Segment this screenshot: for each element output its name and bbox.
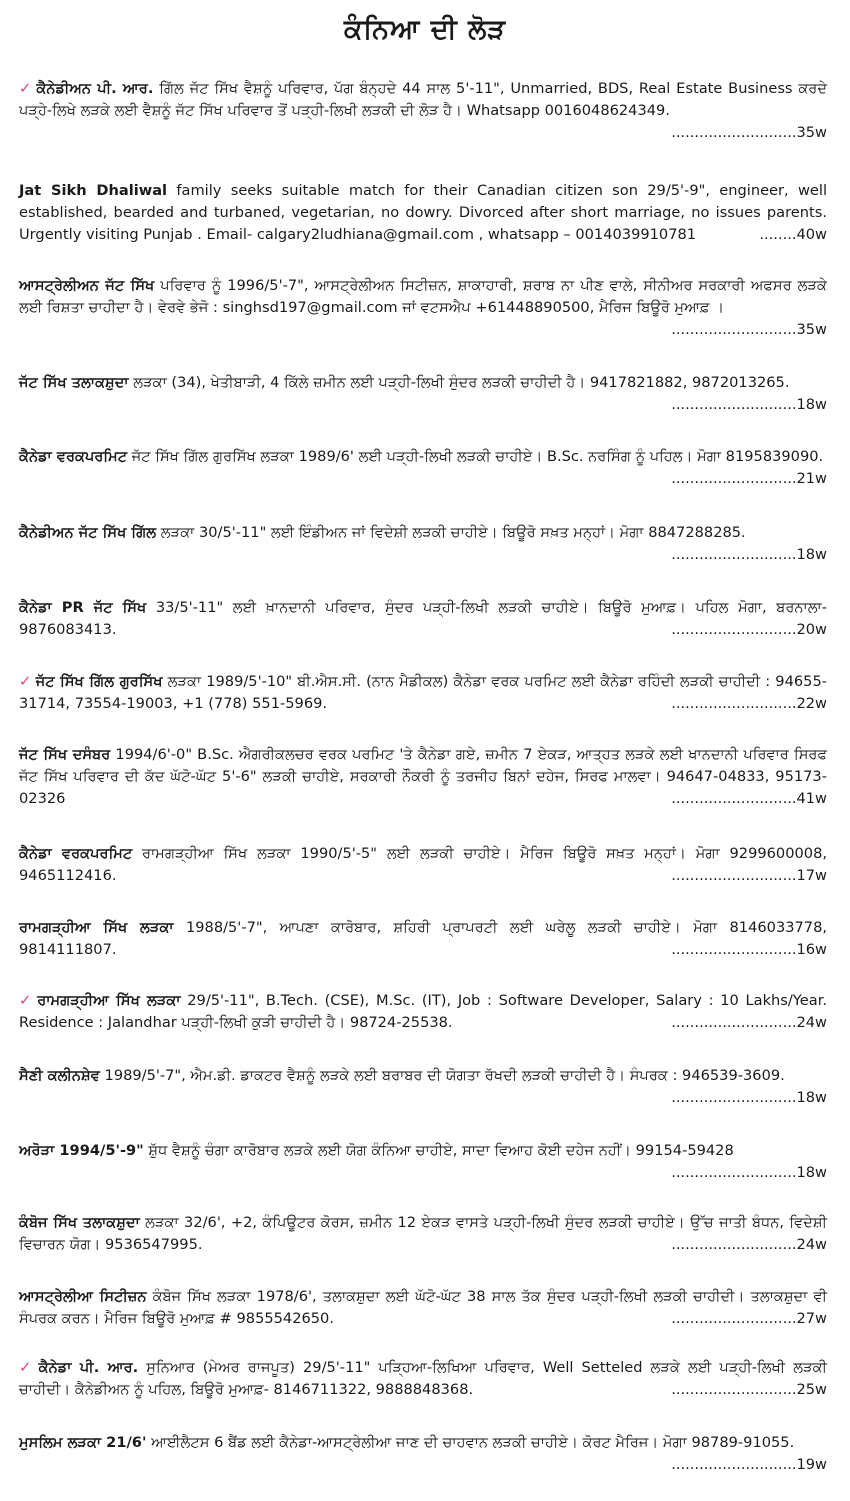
ad-lead: ਕੈਨੇਡੀਅਨ ਪੀ. ਆਰ. bbox=[36, 80, 154, 97]
ad-entry bbox=[19, 522, 827, 566]
ad-lead: ਕੈਨੇਡਾ ਵਰਕਪਰਮਿਟ bbox=[19, 448, 128, 465]
ad-ref: ...........................20w bbox=[671, 621, 827, 638]
check-icon: ✓ bbox=[19, 80, 33, 97]
ad-ref: ...........................18w bbox=[671, 546, 827, 563]
ad-body: ਆਈਲੈਟਸ 6 ਬੈਂਡ ਲਈ ਕੈਨੇਡਾ-ਆਸਟ੍ਰੇਲੀਆ ਜਾਣ ਦੀ ਚਾਹਵਾਨ ਲੜਕੀ ਚਾਹੀਏ। ਕੋਰਟ ਮੈਰਿਜ। ਮੋਗਾ 98789-91055. bbox=[151, 1434, 795, 1451]
ad-entry bbox=[19, 671, 827, 715]
ad-ref: ...........................24w bbox=[671, 1014, 827, 1031]
ad-ref: ...........................18w bbox=[671, 1089, 827, 1106]
check-icon: ✓ bbox=[19, 992, 34, 1009]
ad-lead: ਰਾਮਗੜ੍ਹੀਆ ਸਿੱਖ ਲੜਕਾ bbox=[19, 919, 174, 936]
ad-lead: ਕੈਨੇਡਾ ਪੀ. ਆਰ. bbox=[38, 1359, 139, 1376]
ad-text bbox=[19, 1357, 827, 1401]
ad-ref: ...........................24w bbox=[671, 1236, 827, 1253]
ad-entry bbox=[19, 597, 827, 641]
ad-entry bbox=[19, 1212, 827, 1256]
ad-text bbox=[19, 1140, 827, 1162]
ad-entry bbox=[19, 1357, 827, 1401]
ad-ref: ...........................18w bbox=[671, 1164, 827, 1181]
ad-body: 29/5'-11", B.Tech. (CSE), M.Sc. (IT), Job : Software Developer, Salary : 10 Lakhs/Year. Residence : Jalandhar ਪੜ੍ਹੀ-ਲਿਖੀ ਕੁੜੀ ਚਾਹੀਦੀ ਹੈ। 98724-25538. bbox=[19, 992, 827, 1031]
ad-lead: ਜੱਟ ਸਿੱਖ ਤਲਾਕਸ਼ੁਦਾ bbox=[19, 374, 129, 391]
ad-text bbox=[19, 671, 827, 715]
ad-body: ਜੱਟ ਸਿੱਖ ਗਿੱਲ ਗੁਰਸਿੱਖ ਲੜਕਾ 1989/6' ਲਈ ਪੜ੍ਹੀ-ਲਿਖੀ ਲੜਕੀ ਚਾਹੀਏ। B.Sc. ਨਰਸਿੰਗ ਨੂੰ ਪਹਿਲ। ਮੋਗਾ 8195839090. bbox=[131, 448, 824, 465]
ad-text bbox=[19, 372, 827, 413]
ad-ref: ...........................25w bbox=[671, 1381, 827, 1398]
ad-text bbox=[19, 1432, 827, 1473]
ad-body: ਲੜਕਾ (34), ਖੇਤੀਬਾੜੀ, 4 ਕਿੱਲੇ ਜ਼ਮੀਨ ਲਈ ਪੜ੍ਹੀ-ਲਿਖੀ ਸੁੰਦਰ ਲੜਕੀ ਚਾਹੀਦੀ ਹੈ। 9417821882, 9872013265. bbox=[133, 374, 790, 391]
ad-ref: ...........................27w bbox=[671, 1310, 827, 1327]
ad-body: ਲੜਕਾ 1989/5'-10" ਬੀ.ਐਸ.ਸੀ. (ਨਾਨ ਮੈਡੀਕਲ) ਕੈਨੇਡਾ ਵਰਕ ਪਰਮਿਟ ਲਈ ਕੈਨੇਡਾ ਰਹਿੰਦੀ ਲੜਕੀ ਚਾਹੀਦੀ : 94655-31714, 73554-19003, +1 (778) 551-5969. bbox=[19, 673, 828, 712]
ad-lead: ਜੱਟ ਸਿੱਖ ਦਸੰਬਰ bbox=[19, 746, 111, 763]
check-icon: ✓ bbox=[19, 1359, 35, 1376]
ad-text bbox=[19, 843, 827, 887]
ad-body: ਲੜਕਾ 32/6', +2, ਕੰਪਿਊਟਰ ਕੋਰਸ, ਜ਼ਮੀਨ 12 ਏਕੜ ਵਾਸਤੇ ਪੜ੍ਹੀ-ਲਿਖੀ ਸੁੰਦਰ ਲੜਕੀ ਚਾਹੀਏ। ਉੱਚ ਜਾਤੀ ਬੰਧਨ, ਵਿਦੇਸ਼ੀ ਵਿਚਾਰਨ ਯੋਗ। 9536547995. bbox=[19, 1214, 827, 1253]
ad-ref: ...........................17w bbox=[671, 867, 827, 884]
ad-ref: ...........................16w bbox=[671, 941, 827, 958]
ad-body: ਸੁਨਿਆਰ (ਮੇਅਰ ਰਾਜਪੂਤ) 29/5'-11" ਪੜ੍ਹਿਆ-ਲਿਖਿਆ ਪਰਿਵਾਰ, Well Setteled ਲੜਕੇ ਲਈ ਪੜ੍ਹੀ-ਲਿਖੀ ਲੜਕੀ ਚਾਹੀਦੀ। ਕੈਨੇਡੀਅਨ ਨੂੰ ਪਹਿਲ, ਬਿਊਰੋ ਮੁਆਫ਼- 8146711322, 9888848368. bbox=[19, 1359, 827, 1398]
ad-entry bbox=[19, 1065, 827, 1109]
ad-entry bbox=[19, 78, 827, 144]
ad-lead: ਕੈਨੇਡਾ PR ਜੱਟ ਸਿੱਖ bbox=[19, 599, 147, 616]
ad-entry bbox=[19, 1140, 827, 1184]
ad-ref: ...........................35w bbox=[671, 124, 827, 141]
ad-entry bbox=[19, 275, 827, 341]
ad-text bbox=[19, 275, 827, 319]
ad-text bbox=[19, 1212, 827, 1256]
ad-entry bbox=[19, 917, 827, 961]
ad-lead: ਜੱਟ ਸਿੱਖ ਗਿੱਲ ਗੁਰਸਿੱਖ bbox=[35, 673, 163, 690]
ad-body: ਰਾਮਗੜ੍ਹੀਆ ਸਿੱਖ ਲੜਕਾ 1990/5'-5" ਲਈ ਲੜਕੀ ਚਾਹੀਏ। ਮੈਰਿਜ ਬਿਊਰੋ ਸਖ਼ਤ ਮਨ੍ਹਾਂ। ਮੋਗਾ 9299600008, 9465112416. bbox=[19, 845, 827, 884]
ad-body: family seeks suitable match for their Canadian citizen son 29/5'-9", engineer, well established, bearded and turbaned, vegetarian, no dowry. Divorced after short marriage, no issues parents. Urgently visiting Punjab . Email- calgary2ludhiana@gmail.com , whatsapp – 0014039910781 bbox=[19, 182, 827, 243]
ad-body: ਸ਼ੁੱਧ ਵੈਸ਼ਨੂੰ ਚੰਗਾ ਕਾਰੋਬਾਰ ਲੜਕੇ ਲਈ ਯੋਗ ਕੰਨਿਆ ਚਾਹੀਏ, ਸਾਦਾ ਵਿਆਹ ਕੋਈ ਦਹੇਜ ਨਹੀਂ। 99154-59428 bbox=[148, 1142, 734, 1159]
ad-body: ਲੜਕਾ 30/5'-11" ਲਈ ਇੰਡੀਅਨ ਜਾਂ ਵਿਦੇਸ਼ੀ ਲੜਕੀ ਚਾਹੀਏ। ਬਿਊਰੋ ਸਖ਼ਤ ਮਨ੍ਹਾਂ। ਮੋਗਾ 8847288285. bbox=[160, 524, 746, 541]
ad-lead: ਮੁਸਲਿਮ ਲੜਕਾ 21/6' bbox=[19, 1434, 147, 1451]
ad-entry bbox=[19, 372, 827, 416]
ad-ref: ...........................19w bbox=[671, 1456, 827, 1473]
ad-entry bbox=[19, 744, 827, 810]
ad-lead: ਸੈਣੀ ਕਲੀਨਸ਼ੇਵ bbox=[19, 1067, 100, 1084]
ad-text bbox=[19, 917, 827, 961]
ad-entry bbox=[19, 843, 827, 887]
ad-lead: Jat Sikh Dhaliwal bbox=[19, 182, 168, 199]
ad-body: ਕੰਬੋਜ ਸਿੱਖ ਲੜਕਾ 1978/6', ਤਲਾਕਸ਼ੁਦਾ ਲਈ ਘੱਟੋ-ਘੱਟ 38 ਸਾਲ ਤੱਕ ਸੁੰਦਰ ਪੜ੍ਹੀ-ਲਿਖੀ ਲੜਕੀ ਚਾਹੀਦੀ। ਤਲਾਕਸ਼ੁਦਾ ਵੀ ਸੰਪਰਕ ਕਰਨ। ਮੈਰਿਜ ਬਿਊਰੋ ਮੁਆਫ਼ # 9855542650. bbox=[19, 1288, 828, 1327]
ad-ref: ........40w bbox=[759, 226, 827, 243]
ad-lead: ਆਸਟ੍ਰੇਲੀਅਨ ਜੱਟ ਸਿੱਖ bbox=[19, 277, 155, 294]
ad-entry bbox=[19, 1286, 827, 1330]
ad-text bbox=[19, 522, 827, 544]
ad-text bbox=[19, 180, 827, 246]
ad-ref: ...........................18w bbox=[671, 396, 827, 413]
ad-lead: ਅਰੋੜਾ 1994/5'-9" bbox=[19, 1142, 144, 1159]
ad-body: ਪਰਿਵਾਰ ਨੂੰ 1996/5'-7", ਆਸਟ੍ਰੇਲੀਅਨ ਸਿਟੀਜ਼ਨ, ਸ਼ਾਕਾਹਾਰੀ, ਸ਼ਰਾਬ ਨਾ ਪੀਣ ਵਾਲੇ, ਸੀਨੀਅਰ ਸਰਕਾਰੀ ਅਫਸਰ ਲੜਕੇ ਲਈ ਰਿਸ਼ਤਾ ਚਾਹੀਦਾ ਹੈ। ਵੇਰਵੇ ਭੇਜੋ : singhsd197@gmail.com ਜਾਂ ਵਟਸਐਪ +61448890500, ਮੈਰਿਜ ਬਿਊਰੋ ਮੁਆਫ਼ । bbox=[19, 277, 827, 316]
ad-text bbox=[19, 744, 827, 810]
check-icon: ✓ bbox=[19, 673, 32, 690]
ad-ref: ...........................35w bbox=[671, 321, 827, 338]
ad-body: 1989/5'-7", ਐਮ.ਡੀ. ਡਾਕਟਰ ਵੈਸ਼ਨੂੰ ਲੜਕੇ ਲਈ ਬਰਾਬਰ ਦੀ ਯੋਗਤਾ ਰੱਖਦੀ ਲੜਕੀ ਚਾਹੀਦੀ ਹੈ। ਸੰਪਰਕ : 946539-3609. bbox=[104, 1067, 785, 1084]
ad-entry bbox=[19, 990, 827, 1034]
ad-ref: ...........................41w bbox=[671, 790, 827, 807]
ad-entry bbox=[19, 180, 827, 246]
ad-lead: ਕੈਨੇਡੀਅਨ ਜੱਟ ਸਿੱਖ ਗਿੱਲ bbox=[19, 524, 157, 541]
ad-text bbox=[19, 446, 827, 487]
ad-lead: ਕੰਬੋਜ ਸਿੱਖ ਤਲਾਕਸ਼ੁਦਾ bbox=[19, 1214, 140, 1231]
ad-text bbox=[19, 990, 827, 1034]
ad-text bbox=[19, 1286, 827, 1330]
ad-ref: ...........................22w bbox=[671, 695, 827, 712]
ad-body: 1994/6'-0" B.Sc. ਐਗਰੀਕਲਚਰ ਵਰਕ ਪਰਮਿਟ 'ਤੇ ਕੈਨੇਡਾ ਗਏ, ਜ਼ਮੀਨ 7 ਏਕੜ, ਆਤ੍ਹਤ ਲੜਕੇ ਲਈ ਖਾਨਦਾਨੀ ਪਰਿਵਾਰ ਸਿਰਫ ਜੱਟ ਸਿੱਖ ਪਰਿਵਾਰ ਦੀ ਕੱਦ ਘੱਟੋ-ਘੱਟ 5'-6" ਲੜਕੀ ਚਾਹੀਏ, ਸਰਕਾਰੀ ਨੌਕਰੀ ਨੂੰ ਤਰਜੀਹ ਬਿਨਾਂ ਦਹੇਜ, ਸਿਰਫ ਮਾਲਵਾ। 94647-04833, 95173-02326 bbox=[19, 746, 827, 807]
ad-text bbox=[19, 78, 827, 122]
ad-entry bbox=[19, 446, 827, 490]
ad-text bbox=[19, 1065, 827, 1106]
ad-ref: ...........................21w bbox=[671, 470, 827, 487]
ad-lead: ਕੈਨੇਡਾ ਵਰਕਪਰਮਿਟ bbox=[19, 845, 133, 862]
page-title: ਕੰਨਿਆ ਦੀ ਲੋੜ bbox=[343, 14, 507, 45]
ad-lead: ਰਾਮਗੜ੍ਹੀਆ ਸਿੱਖ ਲੜਕਾ bbox=[37, 992, 181, 1009]
ad-body: 33/5'-11" ਲਈ ਖ਼ਾਨਦਾਨੀ ਪਰਿਵਾਰ, ਸੁੰਦਰ ਪੜ੍ਹੀ-ਲਿਖੀ ਲੜਕੀ ਚਾਹੀਏ। ਬਿਊਰੋ ਮੁਆਫ਼। ਪਹਿਲ ਮੋਗਾ, ਬਰਨਾਲਾ- 9876083413. bbox=[19, 599, 827, 638]
ad-body: ਗਿੱਲ ਜੱਟ ਸਿੱਖ ਵੈਸ਼ਨੂੰ ਪਰਿਵਾਰ, ਪੱਗ ਬੰਨ੍ਹਦੇ 44 ਸਾਲ 5'-11", Unmarried, BDS, Real Estate Business ਕਰਦੇ ਪੜ੍ਹੇ-ਲਿਖੇ ਲੜਕੇ ਲਈ ਵੈਸ਼ਨੂੰ ਜੱਟ ਸਿੱਖ ਪਰਿਵਾਰ ਤੋਂ ਪੜ੍ਹੀ-ਲਿਖੀ ਲੜਕੀ ਦੀ ਲੋੜ ਹੈ। Whatsapp 0016048624349. bbox=[19, 80, 828, 119]
ad-body: 1988/5'-7", ਆਪਣਾ ਕਾਰੋਬਾਰ, ਸ਼ਹਿਰੀ ਪ੍ਰਾਪਰਟੀ ਲਈ ਘਰੇਲੂ ਲੜਕੀ ਚਾਹੀਏ। ਮੋਗਾ 8146033778, 9814111807. bbox=[19, 919, 828, 958]
ad-entry bbox=[19, 1432, 827, 1476]
ad-text bbox=[19, 597, 827, 641]
ad-lead: ਆਸਟ੍ਰੇਲੀਆ ਸਿਟੀਜ਼ਨ bbox=[19, 1288, 147, 1305]
